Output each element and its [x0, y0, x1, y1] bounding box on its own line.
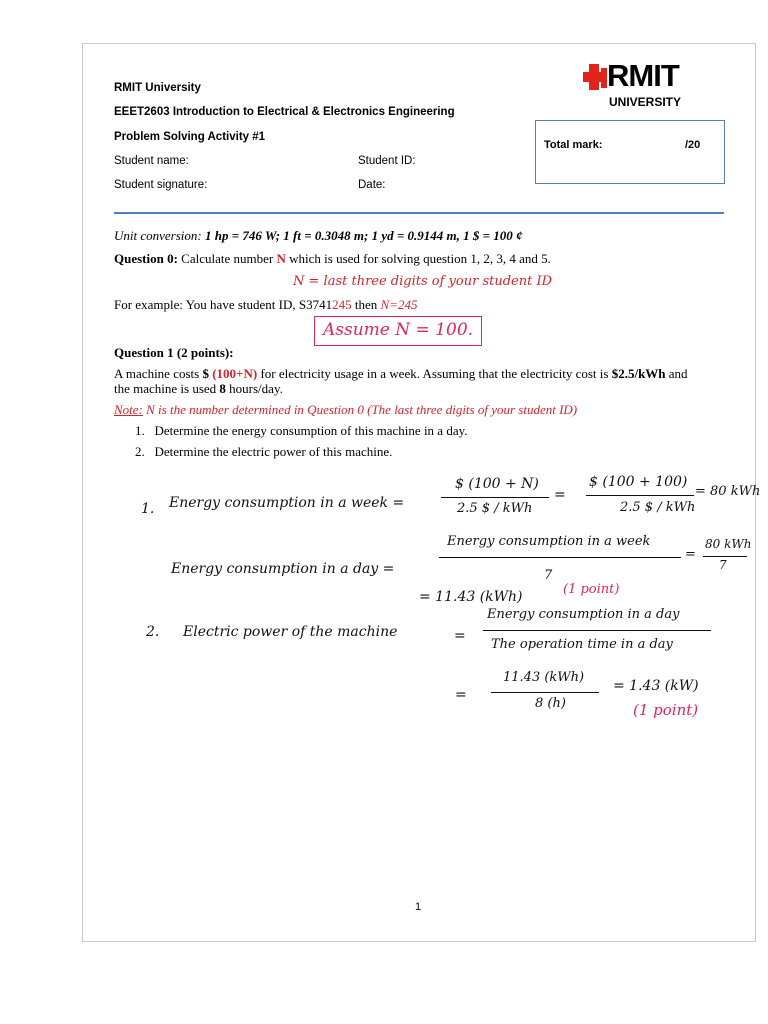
solution-3-frac-den: The operation time in a day [491, 637, 673, 652]
unit-conversion-text: 1 hp = 746 W; 1 ft = 0.3048 m; 1 yd = 0.9144 m, 1 $ = 100 ¢ [204, 228, 523, 243]
logo-text: RMIT [607, 58, 679, 93]
fraction-bar [483, 630, 711, 631]
solution-2-frac2-den: 7 [719, 558, 727, 572]
rmit-logo [583, 58, 728, 114]
q1-hours: 8 [219, 381, 226, 396]
question1-label: Question 1 (2 points): [114, 345, 234, 360]
logo-subtext: UNIVERSITY [609, 95, 682, 109]
solution-2-frac-num: Energy consumption in a week [447, 534, 651, 549]
note-text: N is the number determined in Question 0 (The last three digits of your student ID) [146, 402, 578, 417]
solution-1-frac1-den: 2.5 $ / kWh [457, 501, 533, 516]
solution-1-label: Energy consumption in a week = [169, 495, 405, 511]
equals: = [454, 628, 466, 644]
point-annotation: (1 point) [563, 582, 620, 597]
total-mark-value: /20 [685, 139, 701, 151]
solution-1-frac2-den: 2.5 $ / kWh [620, 500, 696, 515]
question0-example [114, 297, 417, 313]
example-then: then [354, 297, 378, 312]
question1-line1 [114, 366, 688, 382]
point-annotation: (1 point) [633, 701, 699, 719]
solution-2-frac2-num: 80 kWh [705, 537, 752, 551]
equals: = [685, 547, 696, 562]
student-id-label: Student ID: [358, 155, 416, 167]
student-signature-label: Student signature: [114, 179, 208, 191]
q1-cost-expr: (100+N) [212, 366, 258, 381]
example-text: For example: You have student ID, S3741 [114, 297, 333, 312]
q1-line2-b: hours/day. [229, 381, 283, 396]
solution-1-frac1-num: $ (100 + N) [455, 476, 539, 492]
assume-text: Assume N = 100. [323, 320, 474, 340]
question1-note [114, 402, 577, 418]
q1-line1-b: for electricity usage in a week. Assuming that the electricity cost is [260, 366, 609, 381]
solution-1-number: 1. [141, 501, 155, 517]
total-mark-label: Total mark: [544, 139, 603, 151]
question0-label: Question 0: [114, 251, 178, 266]
question0-text-b: which is used for solving question 1, 2, 3, 4 and 5. [289, 251, 551, 266]
page-number: 1 [415, 901, 422, 913]
q1-line1-c: and [668, 366, 688, 381]
activity-title: Problem Solving Activity #1 [114, 131, 266, 143]
item-text: Determine the energy consumption of this machine in a day. [154, 423, 468, 438]
solution-1-result: = 80 kWh [695, 484, 761, 499]
header-divider [114, 212, 724, 214]
equals: = [455, 687, 467, 703]
question0-n: N [276, 251, 286, 266]
fraction-bar [441, 497, 549, 498]
student-name-label: Student name: [114, 155, 189, 167]
example-digits: 245 [332, 297, 352, 312]
q1-cost-dollar: $ [202, 366, 209, 381]
question1-item-2: 2. Determine the electric power of this machine. [135, 444, 393, 459]
q1-line1-a: A machine costs [114, 366, 200, 381]
solution-1-frac2-num: $ (100 + 100) [589, 474, 688, 490]
unit-conversion [114, 228, 523, 244]
item-text: Determine the electric power of this machine. [154, 444, 393, 459]
solution-4-frac-den: 8 (h) [535, 696, 566, 711]
question1-item-1: 1. Determine the energy consumption of this machine in a day. [135, 423, 468, 438]
note-label: Note: [114, 402, 143, 417]
fraction-bar [491, 692, 599, 693]
q1-rate: $2.5/kWh [611, 366, 666, 381]
fraction-bar [439, 557, 681, 558]
question0-formula: N = last three digits of your student ID [293, 274, 553, 289]
document-page [82, 43, 761, 942]
solution-2-frac-den: 7 [544, 568, 553, 583]
solution-4-frac-num: 11.43 (kWh) [503, 670, 585, 685]
solution-3-number: 2. [146, 624, 160, 640]
q1-line2-a: the machine is used [114, 381, 217, 396]
total-mark-box [535, 120, 725, 184]
equals: = [554, 487, 566, 503]
question1-line2 [114, 381, 283, 397]
fraction-bar [703, 556, 747, 557]
solution-3-frac-num: Energy consumption in a day [487, 607, 680, 622]
solution-3-label: Electric power of the machine [183, 624, 398, 640]
unit-conversion-label: Unit conversion: [114, 228, 202, 243]
question0-text-a: Calculate number [181, 251, 274, 266]
solution-4-result: = 1.43 (kW) [613, 678, 699, 694]
fraction-bar [586, 495, 694, 496]
date-label: Date: [358, 179, 386, 191]
example-n: N=245 [380, 297, 418, 312]
assume-box [314, 316, 482, 346]
solution-2-result: = 11.43 (kWh) [419, 589, 523, 605]
course-title: EEET2603 Introduction to Electrical & Electronics Engineering [114, 106, 455, 118]
solution-2-label: Energy consumption in a day = [171, 561, 395, 577]
question0-line [114, 251, 551, 267]
university-name: RMIT University [114, 82, 201, 94]
